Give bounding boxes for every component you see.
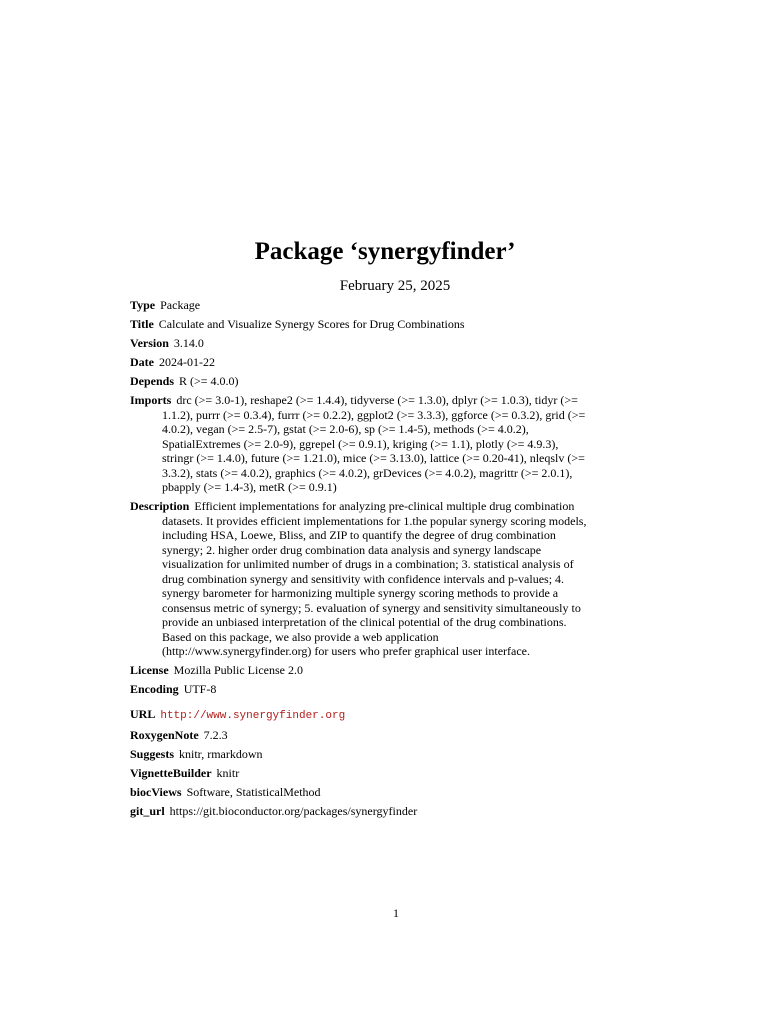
description-fields xyxy=(130,298,590,823)
field-type xyxy=(130,298,590,313)
field-key: URL xyxy=(130,706,156,721)
field-vignette-builder xyxy=(130,766,590,781)
field-date xyxy=(130,355,590,370)
field-value: drc (>= 3.0-1), reshape2 (>= 1.4.4), tidyverse (>= 1.3.0), dplyr (>= 1.0.3), tidyr (>= 1.1.2), purrr (>= 0.3.4), furrr (>= 0.2.2), ggplot2 (>= 3.3.3), ggforce (>= 0.3.2), grid (>= 4.0.2), vegan (>= 2.5-7), gstat (>= 2.0-6), sp (>= 1.4-5), methods (>= 4.0.2), SpatialExtremes (>= 2.0-9), ggrepel (>= 0.9.1), kriging (>= 1.1), plotly (>= 4.9.3), stringr (>= 1.4.0), future (>= 1.21.0), mice (>= 3.13.0), lattice (>= 0.20-41), nleqslv (>= 3.3.2), stats (>= 4.0.2), graphics (>= 4.0.2), grDevices (>= 4.0.2), magrittr (>= 2.0.1), pbapply (>= 1.4-3), metR (>= 0.9.1) xyxy=(162,393,586,494)
field-value: Mozilla Public License 2.0 xyxy=(173,663,303,677)
field-key: Depends xyxy=(130,374,175,388)
field-encoding xyxy=(130,682,590,697)
field-key: Suggests xyxy=(130,746,175,761)
field-key: Date xyxy=(130,355,154,369)
page-number: 1 xyxy=(393,906,399,920)
field-version xyxy=(130,336,590,351)
field-value: Software, StatisticalMethod xyxy=(186,784,321,799)
field-value: 2024-01-22 xyxy=(159,355,215,369)
field-key: Description xyxy=(130,499,190,513)
field-value: R (>= 4.0.0) xyxy=(179,374,239,388)
package-title: Package ‘synergyfinder’ xyxy=(254,238,516,265)
field-key: Version xyxy=(130,336,169,350)
field-description xyxy=(130,499,590,659)
field-key: License xyxy=(130,663,169,677)
field-git-url xyxy=(130,804,590,819)
document-date: February 25, 2025 xyxy=(339,278,451,294)
field-value: 7.2.3 xyxy=(203,727,228,742)
field-license xyxy=(130,663,590,678)
field-key: Title xyxy=(130,317,154,331)
field-value: 3.14.0 xyxy=(173,336,204,350)
field-roxygen-note xyxy=(130,728,590,743)
field-value: Efficient implementations for analyzing pre-clinical multiple drug combination datasets. It provides efficient implementations for 1.the popular synergy scoring models, including HSA, Loewe, Bliss, and ZIP to quantify the degree of drug combination synergy; 2. higher order drug combination data analysis and synergy landscape visualization for unlimited number of drugs in a combination; 3. statistical analysis of drug combination synergy and sensitivity with confidence intervals and p-values; 4. synergy barometer for harmonizing multiple synergy scoring methods to provide a consensus metric of synergy; 5. evaluation of synergy and sensitivity simultaneously to provide an unbiased interpretation of the clinical potential of the drug combinations. Based on this package, we also provide a web application (http://www.synergyfinder.org) for users who prefer graphical user interface. xyxy=(162,499,587,658)
field-value: knitr xyxy=(216,765,240,780)
field-url xyxy=(130,707,590,724)
field-value: Calculate and Visualize Synergy Scores for Drug Combinations xyxy=(158,317,465,331)
field-key: Encoding xyxy=(130,682,179,696)
field-imports xyxy=(130,393,590,495)
field-suggests xyxy=(130,747,590,762)
field-key: Imports xyxy=(130,393,172,407)
field-key: VignetteBuilder xyxy=(130,765,212,780)
field-key: biocViews xyxy=(130,784,182,799)
field-key: RoxygenNote xyxy=(130,727,199,742)
field-title xyxy=(130,317,590,332)
field-key: git_url xyxy=(130,803,165,818)
field-value: knitr, rmarkdown xyxy=(179,746,263,761)
field-value: Package xyxy=(160,298,201,312)
url-link[interactable]: http://www.synergyfinder.org xyxy=(160,709,346,722)
field-value: UTF-8 xyxy=(183,682,217,696)
field-key: Type xyxy=(130,298,156,312)
field-value: https://git.bioconductor.org/packages/synergyfinder xyxy=(169,803,418,818)
field-biocviews xyxy=(130,785,590,800)
field-depends xyxy=(130,374,590,389)
